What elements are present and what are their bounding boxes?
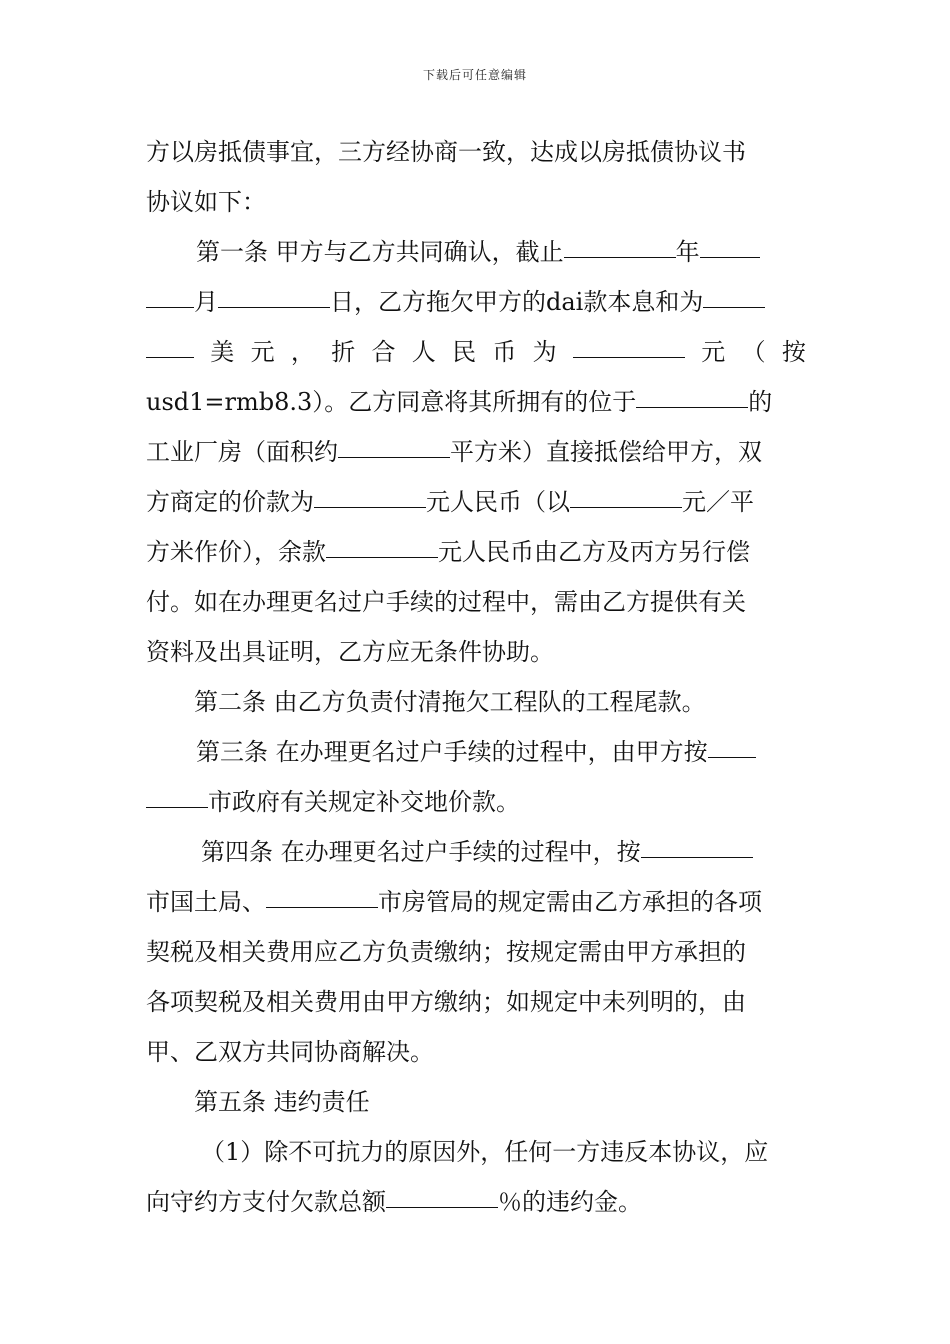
text-segment: 日，乙方拖欠甲方的dai款本息和为 [330,288,704,316]
blank-field [708,727,756,758]
text-line [146,477,806,527]
text-segment: 月 [194,288,218,316]
text-segment: 第四条 在办理更名过户手续的过程中，按 [201,838,641,866]
text-line [146,177,806,227]
text-line [146,1177,806,1227]
blank-field [700,227,760,258]
blank-field [573,327,685,358]
blank-field [326,527,438,558]
text-segment: 各项契税及相关费用由甲方缴纳；如规定中未列明的，由 [146,988,746,1016]
text-segment: 工业厂房（面积约 [146,438,338,466]
page-header: 下载后可任意编辑 [422,68,527,82]
text-line [146,427,806,477]
clause-line [146,1127,806,1177]
agreement-body [146,127,806,1227]
text-segment: 的 [748,388,773,416]
blank-field [564,227,676,258]
text-segment: 民 [452,338,477,366]
blank-field [266,877,378,908]
text-line [146,527,806,577]
text-segment: 市政府有关规定补交地价款。 [208,788,520,816]
text-segment: 币 [492,338,517,366]
text-segment: 元人民币由乙方及丙方另行偿 [438,538,750,566]
text-segment: 合 [371,338,396,366]
text-segment: 甲、乙双方共同协商解决。 [146,1038,434,1066]
article-4-line [146,827,806,877]
blank-field [570,477,682,508]
blank-field [314,477,426,508]
text-line [146,777,806,827]
text-line [146,127,806,177]
text-segment: 美 [210,338,235,366]
text-line [146,377,806,427]
text-segment: 年 [675,238,700,266]
blank-field [146,277,194,308]
text-line [146,877,806,927]
text-segment: 折 [331,338,356,366]
blank-field [386,1177,498,1208]
text-segment: 向守约方支付欠款总额 [146,1188,386,1216]
text-segment: 按 [781,338,806,366]
article-1-line [146,227,806,277]
text-segment: 市房管局的规定需由乙方承担的各项 [378,888,762,916]
blank-field [338,427,450,458]
text-segment: 元人民币（以 [426,488,570,516]
text-line [146,327,806,377]
article-3-line [146,727,806,777]
text-segment: 元 [250,338,275,366]
blank-field [146,777,208,808]
text-segment: 契税及相关费用应乙方负责缴纳；按规定需由甲方承担的 [146,938,746,966]
text-line [146,927,806,977]
text-segment: 市国土局、 [146,888,266,916]
text-segment: 第二条 由乙方负责付清拖欠工程队的工程尾款。 [194,688,706,716]
text-segment: 平方米）直接抵偿给甲方，双 [450,438,762,466]
text-segment: 第一条 甲方与乙方共同确认，截止 [196,238,564,266]
text-segment: 付。如在办理更名过户手续的过程中，需由乙方提供有关 [146,588,746,616]
text-segment: 人 [411,338,436,366]
text-segment: 资料及出具证明，乙方应无条件协助。 [146,638,554,666]
text-segment: 协议如下： [146,188,266,216]
article-5-line [146,1077,806,1127]
text-segment: ％的违约金。 [498,1188,642,1216]
text-segment: 元 [701,338,726,366]
text-segment: ， [290,338,315,366]
text-segment: 为 [532,338,557,366]
text-segment: 元／平 [682,488,754,516]
text-segment: 方商定的价款为 [146,488,314,516]
blank-field [218,277,330,308]
text-segment: 第三条 在办理更名过户手续的过程中，由甲方按 [196,738,708,766]
blank-field [636,377,748,408]
blank-field [703,277,765,308]
text-line [146,277,806,327]
blank-field [146,327,194,358]
text-line [146,977,806,1027]
text-segment: （ [741,338,766,366]
text-line [146,577,806,627]
text-segment: 方以房抵债事宜，三方经协商一致，达成以房抵债协议书 [146,138,746,166]
text-segment: 第五条 违约责任 [194,1088,370,1116]
text-line [146,1027,806,1077]
text-line [146,627,806,677]
text-segment: usd1=rmb8.3）。乙方同意将其所拥有的位于 [146,388,637,416]
article-2-line [146,677,806,727]
text-segment: （1）除不可抗力的原因外，任何一方违反本协议，应 [201,1138,769,1166]
blank-field [641,827,753,858]
text-segment: 方米作价），余款 [146,538,326,566]
